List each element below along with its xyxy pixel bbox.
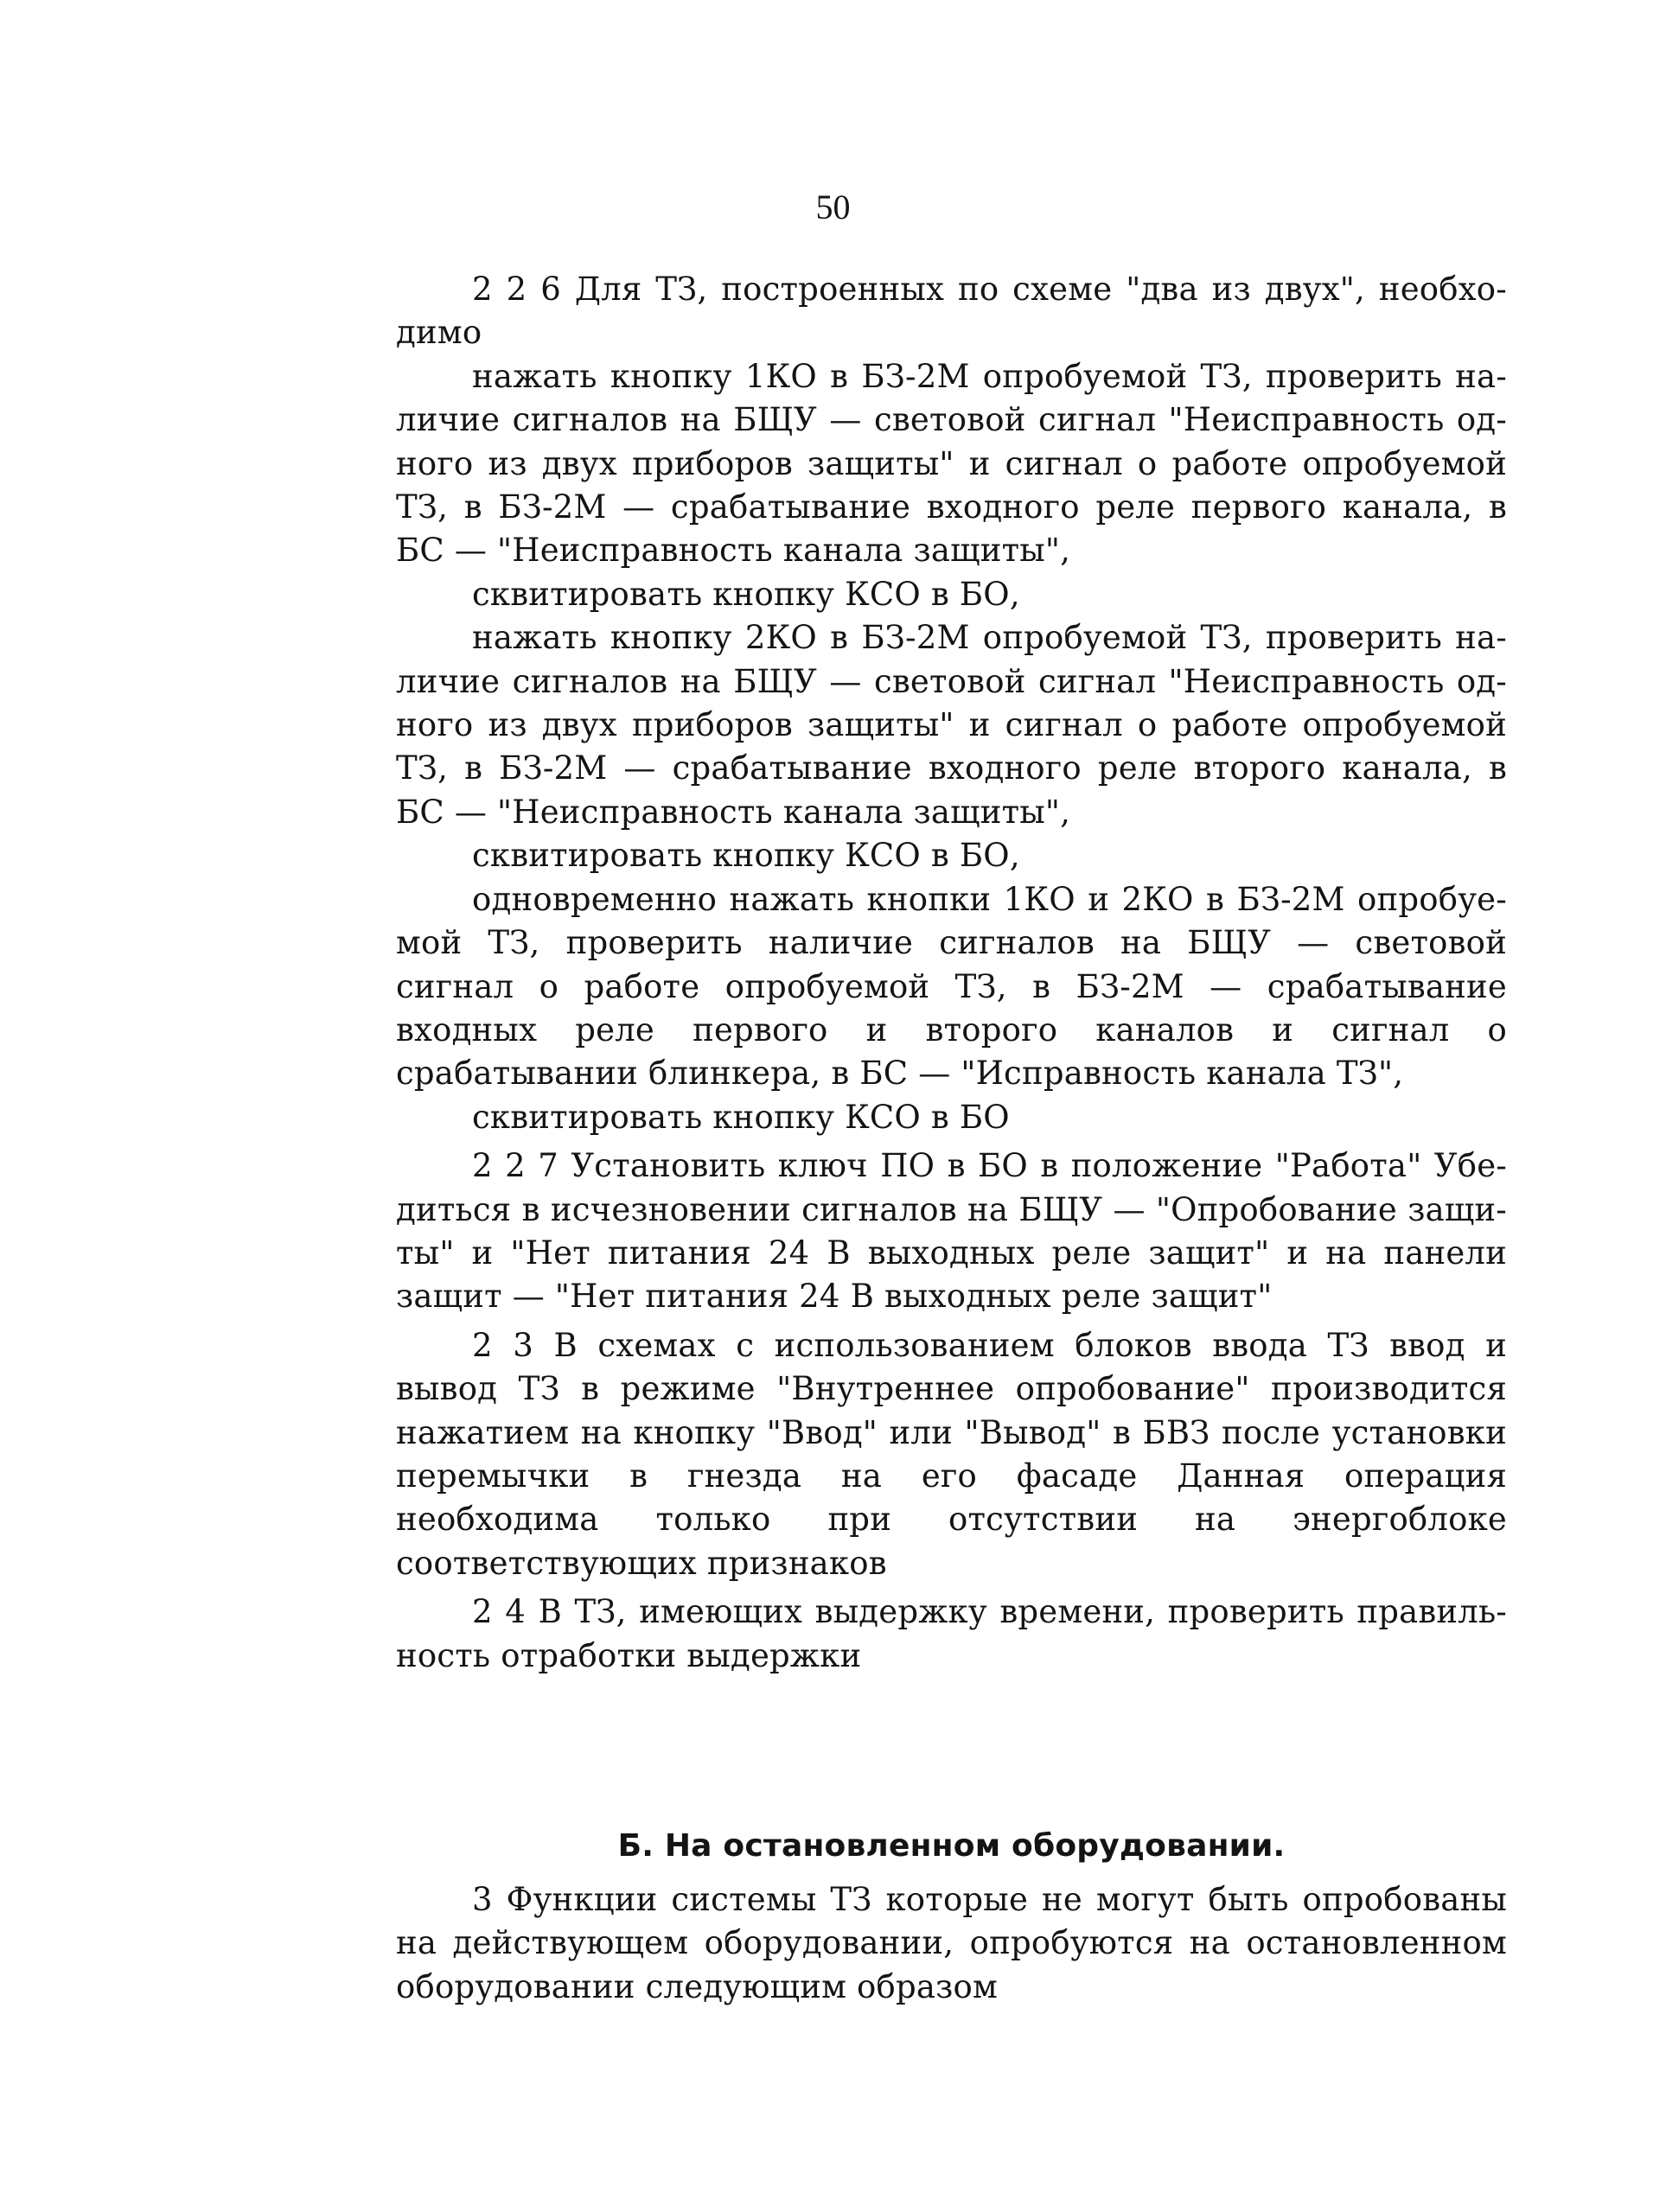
document-body <box>396 268 1507 2009</box>
paragraph-press-2ko: нажать кнопку 2КО в БЗ-2М опробуемой ТЗ, проверить на-личие сигналов на БЩУ — световой сигнал "Неисправность од-ного из двух приборов защиты" и сигнал о работе опробуемой ТЗ, в БЗ-2М — срабатывание входного реле второго канала, в БС — "Неисправность канала защиты", <box>396 619 1507 831</box>
paragraph-2-2-7: 2 2 7 Установить ключ ПО в БО в положение "Работа" Убе-диться в исчезновении сигналов на БЩУ — "Опробование защи-ты" и "Нет питания 24 В выходных реле защит" и на панели защит — "Нет питания 24 В выходных реле защит" <box>396 1147 1507 1316</box>
page-number: 50 <box>815 188 851 226</box>
paragraph-press-both: одновременно нажать кнопки 1КО и 2КО в БЗ-2М опробуе-мой ТЗ, проверить наличие сигналов на БЩУ — световой сигнал о работе опробуемой ТЗ, в БЗ-2М — срабатывание входных реле первого и второго каналов и сигнал о срабатывании блинкера, в БС — "Исправность канала ТЗ", <box>396 880 1507 1093</box>
paragraph-acknowledge-kso-2: сквитировать кнопку КСО в БО, <box>472 837 1020 875</box>
paragraph-2-4: 2 4 В ТЗ, имеющих выдержку времени, проверить правиль-ность отработки выдержки <box>396 1593 1507 1674</box>
paragraph-press-1ko: нажать кнопку 1КО в БЗ-2М опробуемой ТЗ, проверить на-личие сигналов на БЩУ — световой сигнал "Неисправность од-ного из двух приборов защиты" и сигнал о работе опробуемой ТЗ, в БЗ-2М — срабатывание входного реле первого канала, в БС — "Неисправность канала защиты", <box>396 357 1507 570</box>
paragraph-2-3: 2 3 В схемах с использованием блоков ввода ТЗ ввод и вывод ТЗ в режиме "Внутреннее опробование" производится нажатием на кнопку "Ввод" или "Вывод" в БВЗ после установки перемычки в гнезда на его фасаде Данная операция необходима только при отсутствии на энергоблоке соответствующих признаков <box>396 1326 1507 1582</box>
paragraph-acknowledge-kso-3: сквитировать кнопку КСО в БО <box>472 1098 1010 1136</box>
paragraph-2-2-6: 2 2 6 Для ТЗ, построенных по схеме "два из двух", необхо-димо <box>396 271 1507 352</box>
section-heading: Б. На остановленном оборудовании. <box>617 1828 1286 1864</box>
paragraph-3: 3 Функции системы ТЗ которые не могут быть опробованы на действующем оборудовании, опробуются на остановленном оборудовании следующим образом <box>396 1881 1507 2005</box>
paragraph-acknowledge-kso-1: сквитировать кнопку КСО в БО, <box>472 575 1020 613</box>
